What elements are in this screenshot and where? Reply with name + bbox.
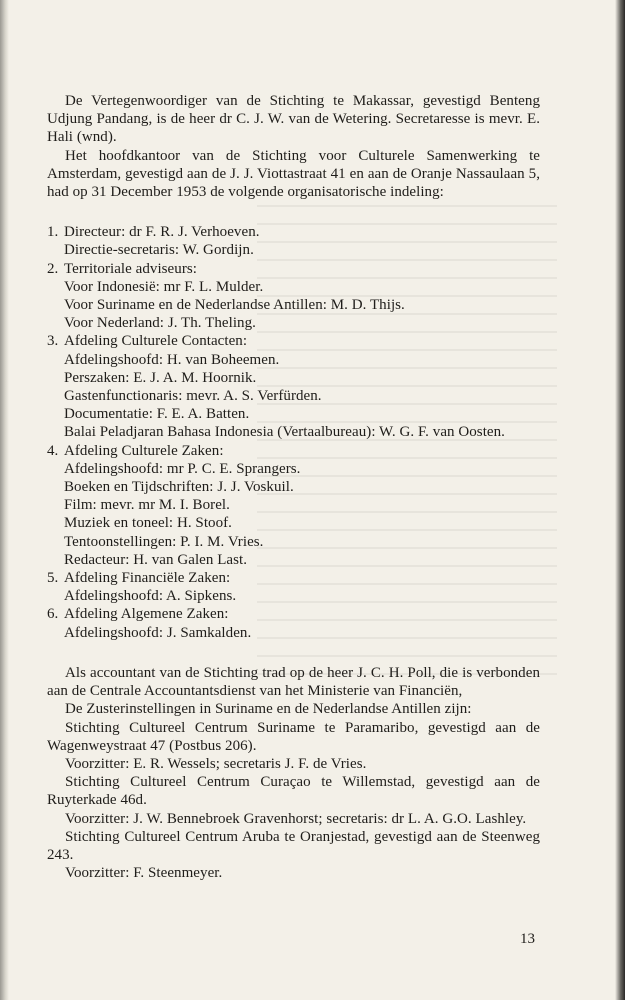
org-line: Voor Suriname en de Nederlandse Antillen: M. D. Thijs. [64,297,405,314]
org-entry-1 [47,223,540,259]
intro-paragraph-headquarters: Het hoofdkantoor van de Stichting voor Culturele Samenwerking te Amsterdam, gevestigd aan de J. J. Viottastraat 41 en aan de Oranje Nassaulaan 5, had op 31 December 1953 de volgende organisatorische indeling: [47,147,540,201]
org-line: Afdeling Culturele Contacten: [64,333,248,350]
org-line: Afdeling Algemene Zaken: [64,606,229,623]
org-line: Gastenfunctionaris: mevr. A. S. Verfürden. [64,388,322,405]
org-entry-3 [47,332,540,441]
org-line: Afdeling Financiële Zaken: [64,570,231,587]
org-entry-6 [47,605,540,641]
aruba-officers-paragraph: Voorzitter: F. Steenmeyer. [65,865,223,882]
org-line: Afdeling Culturele Zaken: [64,442,224,459]
org-line: Voor Nederland: J. Th. Theling. [64,315,256,332]
suriname-officers-paragraph: Voorzitter: E. R. Wessels; secretaris J. F. de Vries. [65,755,367,772]
page-body [47,92,540,882]
org-entry-4 [47,442,540,569]
organisation-list [47,223,540,642]
org-entry-5 [47,569,540,605]
org-line: Documentatie: F. E. A. Batten. [64,406,250,423]
org-line: Afdelingshoofd: A. Sipkens. [64,588,237,605]
org-entry-number: 2. [47,260,59,277]
scan-right-edge [615,0,625,1000]
curacao-centre-paragraph: Stichting Cultureel Centrum Curaçao te Willemstad, gevestigd aan de Ruyterkade 46d. [47,774,540,809]
page-number: 13 [520,931,535,947]
intro-paragraph-makassar: De Vertegenwoordiger van de Stichting te Makassar, gevestigd Benteng Udjung Pandang, is de heer dr C. J. W. van de Wetering. Secretaresse is mevr. E. Hali (wnd). [47,93,540,146]
org-line: Film: mevr. mr M. I. Borel. [64,497,230,514]
accountant-paragraph: Als accountant van de Stichting trad op de heer J. C. H. Poll, die is verbonden aan de Centrale Accountantsdienst van het Ministerie van Financiën, [47,664,540,700]
org-line: Directeur: dr F. R. J. Verhoeven. [64,224,260,241]
org-line: Directie-secretaris: W. Gordijn. [64,242,254,259]
org-line: Perszaken: E. J. A. M. Hoornik. [64,369,257,386]
org-entry-number: 4. [47,442,59,459]
org-line: Balai Peladjaran Bahasa Indonesia (Vertaalbureau): W. G. F. van Oosten. [64,424,505,441]
org-entry-2 [47,260,540,333]
org-line: Tentoonstellingen: P. I. M. Vries. [64,533,264,550]
org-line: Territoriale adviseurs: [64,260,197,277]
org-entry-number: 1. [47,224,59,241]
org-entry-number: 6. [47,606,59,623]
org-line: Afdelingshoofd: mr P. C. E. Sprangers. [64,460,301,477]
org-line: Muziek en toneel: H. Stoof. [64,515,232,532]
scan-left-edge [0,0,9,1000]
org-line: Boeken en Tijdschriften: J. J. Voskuil. [64,479,294,496]
sister-institutions-heading: De Zusterinstellingen in Suriname en de Nederlandse Antillen zijn: [65,701,472,718]
suriname-centre-paragraph: Stichting Cultureel Centrum Suriname te Paramaribo, gevestigd aan de Wagenweystraat 47 (Postbus 206). [47,719,540,754]
org-entry-number: 5. [47,570,59,587]
curacao-officers-paragraph: Voorzitter: J. W. Bennebroek Gravenhorst; secretaris: dr L. A. G.O. Lashley. [65,810,527,827]
org-line: Redacteur: H. van Galen Last. [64,551,248,568]
org-line: Afdelingshoofd: H. van Boheemen. [64,351,280,368]
org-line: Afdelingshoofd: J. Samkalden. [64,624,252,641]
org-line: Voor Indonesië: mr F. L. Mulder. [64,278,264,295]
org-entry-number: 3. [47,333,59,350]
aruba-centre-paragraph: Stichting Cultureel Centrum Aruba te Oranjestad, gevestigd aan de Steenweg 243. [47,828,540,863]
